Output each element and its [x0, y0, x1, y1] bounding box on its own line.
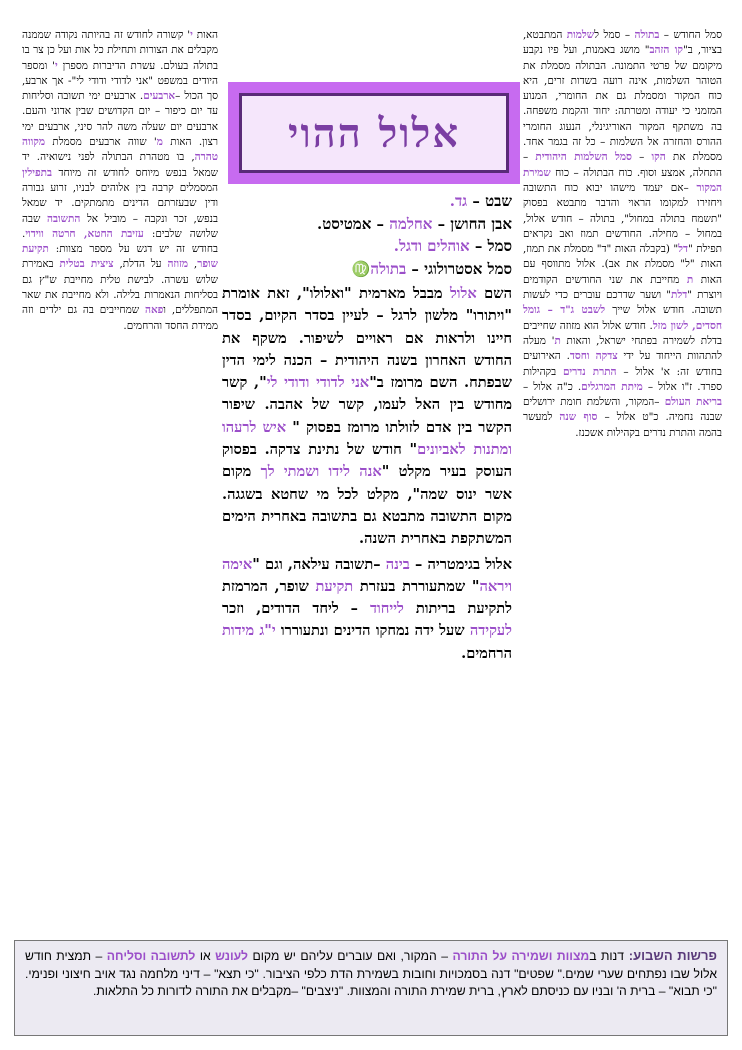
highlight-text: איש לרעהו ומתנות לאביונים [222, 418, 512, 459]
text-run: . בחודש זה יש דגש על מספר מצוות: [22, 227, 218, 256]
highlight-text: תקיעת שופר [22, 243, 219, 271]
highlight-text: מיתת המרגלים [581, 380, 643, 393]
text-run: מקום אשר ינוס שמה", מקלט לכל מי שחטא בשגגה. מקום התשובה מתבטא גם בתשובה באחרית הימים המשתקפת באחרית השנה. [222, 463, 512, 548]
text-run: –המקור, והשלמת חומת ירושלים שבנה נחמיה. כ"ט אלול – [523, 396, 722, 424]
text-run: , בו מטהרת הבתולה לפני נישואיה. יד שמאל בנפש מיוחס לחודש זה מיוחד [22, 151, 218, 179]
text-run: – ליחד הדודים, וזכר [222, 600, 370, 618]
highlight-text: אני לדודי ודודי לי [266, 374, 370, 392]
highlight-text: לתשובה וסליחה [106, 949, 196, 963]
text-run: " חודש של נתינת צדקה. בפסוק העוסק בעיר מקלט " [222, 441, 512, 481]
fact-symbol: סמל – אוהלים ודגל. [393, 237, 512, 255]
highlight-text: פאה [144, 304, 164, 317]
text-run: סמל החודש – [659, 29, 722, 41]
text-run: . חודש אלול הוא מזוזה שחייבים בדלת לשמירה בפתחי ישראל, והאות [523, 319, 722, 347]
text-run: המסמלים קרבה בין אלוהים לבניו, זרוע גבורה ודין שבעזרתם הדינים מתמתקים. יד שמאל בנפש, זכר ונקבה – מוביל אל [22, 181, 218, 225]
text-run: המתבטא, בציור, ב" [523, 29, 722, 57]
highlight-text: סמל השלמות היהודית [535, 151, 632, 164]
text-run: ' קשורה לחודש זה בהיותה נקודה שממנה מקבלים את הצורות ותחילת כל אות ועל כן צר בו בתולה בעולם. עשרת הדיברות מספרן [22, 29, 218, 72]
highlight-text: בינה [385, 555, 410, 573]
highlight-text: מ [156, 136, 163, 149]
fact-astro-label: סמל אסטרולוגי [424, 259, 512, 278]
text-run: השם [476, 285, 512, 302]
text-run: " (בקבלה האות "ד" מסמלת את תמוז, האות "ל" מסמלת את אב). אלול מתווסף עם האות [523, 243, 722, 286]
center-column-text [222, 283, 512, 668]
highlight-text: לשבט ג"ד – גומל חסדים, לשון מזל [523, 304, 723, 332]
highlight-text: הקו [651, 151, 666, 164]
highlight-text: בתולה [634, 29, 660, 41]
text-run: –אם יעמד מישהו יבוא כוח התשובה ויחזירו למקומו הראוי והדבר מתבטא בפסוק "תשמח בתולה במחול", בתולה – חודש אלול, במחול – מחילה. החודשים תמוז ואב נקראים תפילת " [523, 181, 722, 256]
fact-stone-value: אחלמה [389, 214, 433, 233]
highlight-text: התרת נדרים [562, 365, 617, 378]
text-run: " מושג באמנות, ועל פיו נקבע מיקומם של פרטי התמונה. הבתולה מסמלת את הטוהר השלמות, אינה רועה בשדות זרים, היא כוח המקור ומסמלת גם את החומרי, המנוע המזמני כי יעודה ומטרתה: יחוד והקמת משפחה. בה משתקף המקור האוריגינלי, הנעוג החומרי ההורס והחזרה אל השלמות – כל זה בגמר אחד. מסמלת את [523, 44, 723, 164]
text-run: בקהילות ספרד. ז"ו אלול – [523, 365, 723, 393]
text-run: שמחייבים בה גם ילדים וזה ממידת החסד והרחמים. [22, 304, 218, 332]
highlight-text: תקיעת [315, 577, 354, 595]
text-run: שופר, המרמזת לתקיעת בריתות [222, 577, 512, 618]
title-inner [239, 93, 509, 173]
highlight-text: י"ג מידות [222, 622, 276, 640]
highlight-text: עזיבת החטא, חרטה ווידוי [25, 227, 144, 240]
text-run: דנות ב [589, 949, 625, 963]
highlight-text: דל [678, 243, 689, 256]
fact-symbol-value: אוהלים ודגל. [393, 237, 470, 255]
highlight-text: התשובה [46, 212, 81, 225]
fact-symbol-label: סמל [487, 237, 512, 255]
fact-tribe: שבט – גד. [449, 192, 512, 210]
text-run: . ארבעים ימי תשובה וסליחות עד יום כיפור – יום הקדושים שבין אדוני והעם. ארבעים יום שעלה משה להר סיני, ארבעים ימי רצון. האות [22, 90, 218, 149]
left-column-text [22, 28, 218, 334]
text-run: – המקור, ואם עוברים עליהם יש מקום [248, 949, 453, 963]
text-run: אלול בגימטריה – [409, 555, 512, 573]
page-title: אלול ההוי [288, 109, 461, 157]
highlight-text: שלמות [566, 29, 595, 41]
highlight-text: מקווה טהרה [22, 136, 218, 164]
text-run: – [631, 151, 652, 164]
highlight-text: ת [686, 273, 694, 286]
text-run: , [188, 258, 198, 271]
text-run: מחייבת את שני החודשים הקודמים ויוצרת " [523, 273, 722, 302]
text-run: ' שווה ארבעים מסמלת [45, 136, 157, 149]
section-heading: פרשות השבוע: [624, 948, 717, 963]
highlight-text: לייחוד [369, 600, 404, 618]
highlight-text: סוף שנה [559, 411, 598, 424]
fact-stone: אבן החושן – אחלמה – אמטיסט. [317, 214, 512, 233]
center-paragraph [222, 554, 512, 665]
fact-astro: סמל אסטרולוגי – בתולה♍ [351, 259, 512, 278]
text-run: הרחמים. [461, 644, 512, 662]
highlight-text: ארבעים [143, 90, 176, 103]
highlight-text: דלת [671, 289, 688, 302]
highlight-text: ציצית בטלית [59, 258, 114, 271]
text-run: ' ומספר היודים במשפט "אני לדודי ודודי לי"- אך ארבע, סך הכול – [22, 59, 218, 103]
text-run: ' מעלה להתהוות הייחוד על ידי [523, 334, 723, 363]
center-paragraph [222, 283, 512, 551]
text-run: –תשובה עילאה, וגם " [252, 555, 386, 573]
fact-tribe-value: גד. [449, 192, 468, 210]
fact-stone-rest: – אמטיסט. [317, 214, 385, 233]
highlight-text: מצוות ושמירה על התורה [452, 949, 590, 963]
fact-tribe-label: שבט [485, 192, 512, 210]
text-run: . האירועים בחודש זה: א' אלול – [523, 350, 722, 378]
highlight-text: אימה ויראה [222, 555, 513, 595]
right-column-text [523, 28, 722, 441]
highlight-text: אנה לידו ושמתי לך [260, 463, 382, 481]
text-run: או [195, 949, 216, 963]
text-run: שבה שלושה שלבים: [22, 212, 218, 240]
text-run: . כ"ה אלול – [523, 380, 582, 393]
text-run: למעשר בהמה והתרת נדרים בקהילות אשכנז. [523, 411, 722, 439]
text-run: – תמצית חודש אלול שבו נפתחים שערי שמים." שפטים" דנה בסמכויות וחובות בשמירת הדת כלפי הציבור. "כי תצא" – דיני מלחמה נגד אויב חיצוני ופנימי. "כי תבוא" – ברית ה' ובניו עם כניסתם לארץ, ברית שמירת התורה והמצוות. "ניצבים" –מקבלים את התורה לדורות כל התלאות. [25, 949, 717, 998]
highlight-text: אלול [449, 285, 477, 302]
highlight-text: לעקידה [469, 622, 512, 640]
highlight-text: בריאת העולם [664, 396, 722, 409]
text-run: שעל ידה נמחקו הדינים ונתעוררו [275, 622, 470, 640]
virgo-icon: ♍ [351, 259, 371, 278]
text-run: ", קשר מחודש בין האל לעמו, קשר של אהבה. שיפור הקשר בין אדם לזולתו מרומז בפסוק " [222, 374, 512, 436]
highlight-text: בתפילין [22, 166, 52, 179]
highlight-text: י [55, 59, 58, 72]
highlight-text: שמירת המקור [523, 166, 722, 194]
text-run: האות [192, 29, 218, 41]
text-run: – התחלה, אמצע וסוף. כוח הבתולה – כוח [523, 151, 722, 179]
highlight-text: ת [554, 334, 561, 347]
text-run: באמירת שלוש עשרה. לבישת טלית מחייבת ש"ץ גם בסליחות הנאמרות בלילה. ולא מחייבת את שאר המתפללים, ו [22, 258, 218, 317]
text-run: " שמתעוררת בעזרת [353, 577, 480, 595]
text-run: על הדלת, [113, 258, 168, 271]
highlight-text: י [190, 29, 193, 41]
highlight-text: צדקה וחסד [569, 350, 618, 363]
highlight-text: מזוזה [167, 258, 189, 271]
fact-astro-value: בתולה [370, 259, 407, 278]
fact-stone-label: אבן החושן [450, 214, 512, 233]
highlight-text: קו הזהב [649, 44, 683, 57]
title-frame [228, 82, 520, 184]
facts-block [222, 190, 512, 280]
text-run: מבבל מארמית "ואלולו", זאת אומרת "ויתורו" מלשון לרגל – לעיין בסדר הקיום, בסדר חיינו ולראות אם ראויים לשיפור. משקף את החודש האחרון בשנה היהודית – הכנה לימי הדין שבפתח. השם מרומז ב" [222, 285, 512, 392]
text-run: " ושער שדרכם עוברים כדי לעשות תשובה. חודש אלול שייך [523, 289, 723, 317]
highlight-text: לעונש [215, 949, 249, 963]
parasha-box [14, 940, 728, 1036]
text-run: – סמל ל [594, 29, 635, 41]
